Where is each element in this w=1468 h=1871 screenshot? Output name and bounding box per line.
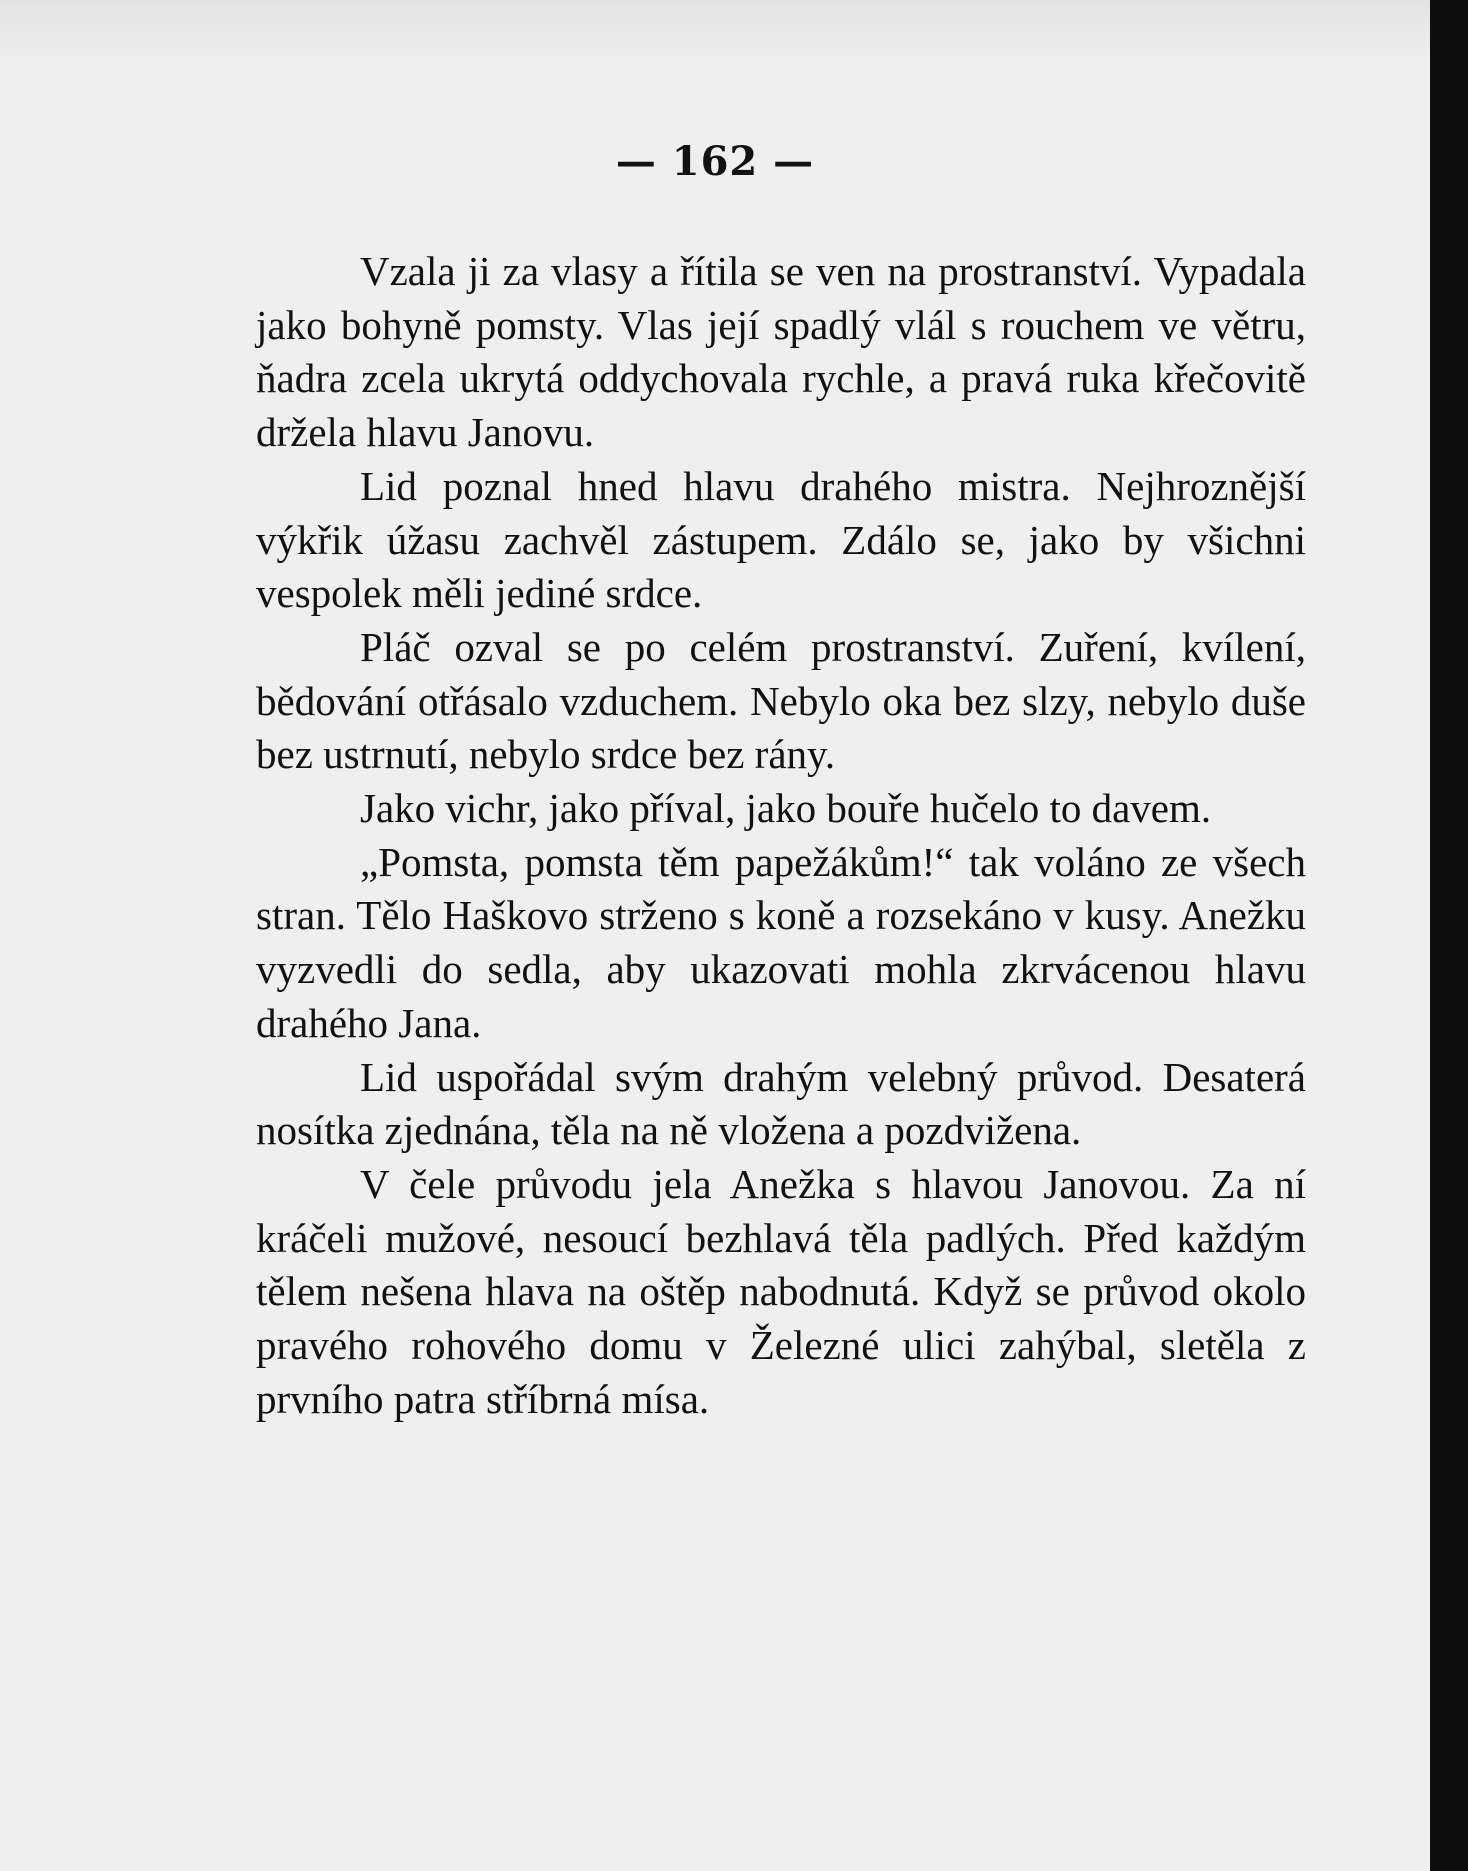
page-top-shadow — [0, 0, 1430, 60]
body-text — [256, 245, 1306, 1426]
paragraph-1: Vzala ji za vlasy a řítila se ven na prostranství. Vypadala jako bohyně pomsty. Vlas její spadlý vlál s rouchem ve větru, ňadra zcela ukrytá oddychovala rychle, a pravá ruka křečovitě držela hlavu Janovu. — [256, 248, 1306, 456]
paragraph-6: Lid uspořádal svým drahým velebný průvod. Desaterá nosítka zjednána, těla na ně vložena a pozdvižena. — [256, 1053, 1306, 1154]
paragraph-7: V čele průvodu jela Anežka s hlavou Janovou. Za ní kráčeli mužové, nesoucí bezhlavá těla padlých. Před každým tělem nešena hlava na oštěp nabodnutá. Když se průvod okolo pravého rohového domu v Železné ulici zahýbal, sletěla z prvního patra stříbrná mísa. — [256, 1160, 1306, 1422]
paragraph-4: Jako vichr, jako příval, jako bouře hučelo to davem. — [360, 785, 1212, 832]
page-number: — 162 — — [615, 138, 815, 185]
paragraph-2: Lid poznal hned hlavu drahého mistra. Nejhroznější výkřik úžasu zachvěl zástupem. Zdálo se, jako by všichni vespolek měli jediné srdce. — [256, 462, 1306, 617]
paragraph-3: Pláč ozval se po celém prostranství. Zuření, kvílení, bědování otřásalo vzduchem. Nebylo oka bez slzy, nebylo duše bez ustrnutí, nebylo srdce bez rány. — [256, 623, 1306, 778]
page-dark-edge — [1430, 0, 1468, 1871]
paragraph-5: „Pomsta, pomsta těm papežákům!“ tak voláno ze všech stran. Tělo Haškovo strženo s koně a rozsekáno v kusy. Anežku vyzvedli do sedla, aby ukazovati mohla zkrvácenou hlavu drahého Jana. — [256, 838, 1306, 1046]
